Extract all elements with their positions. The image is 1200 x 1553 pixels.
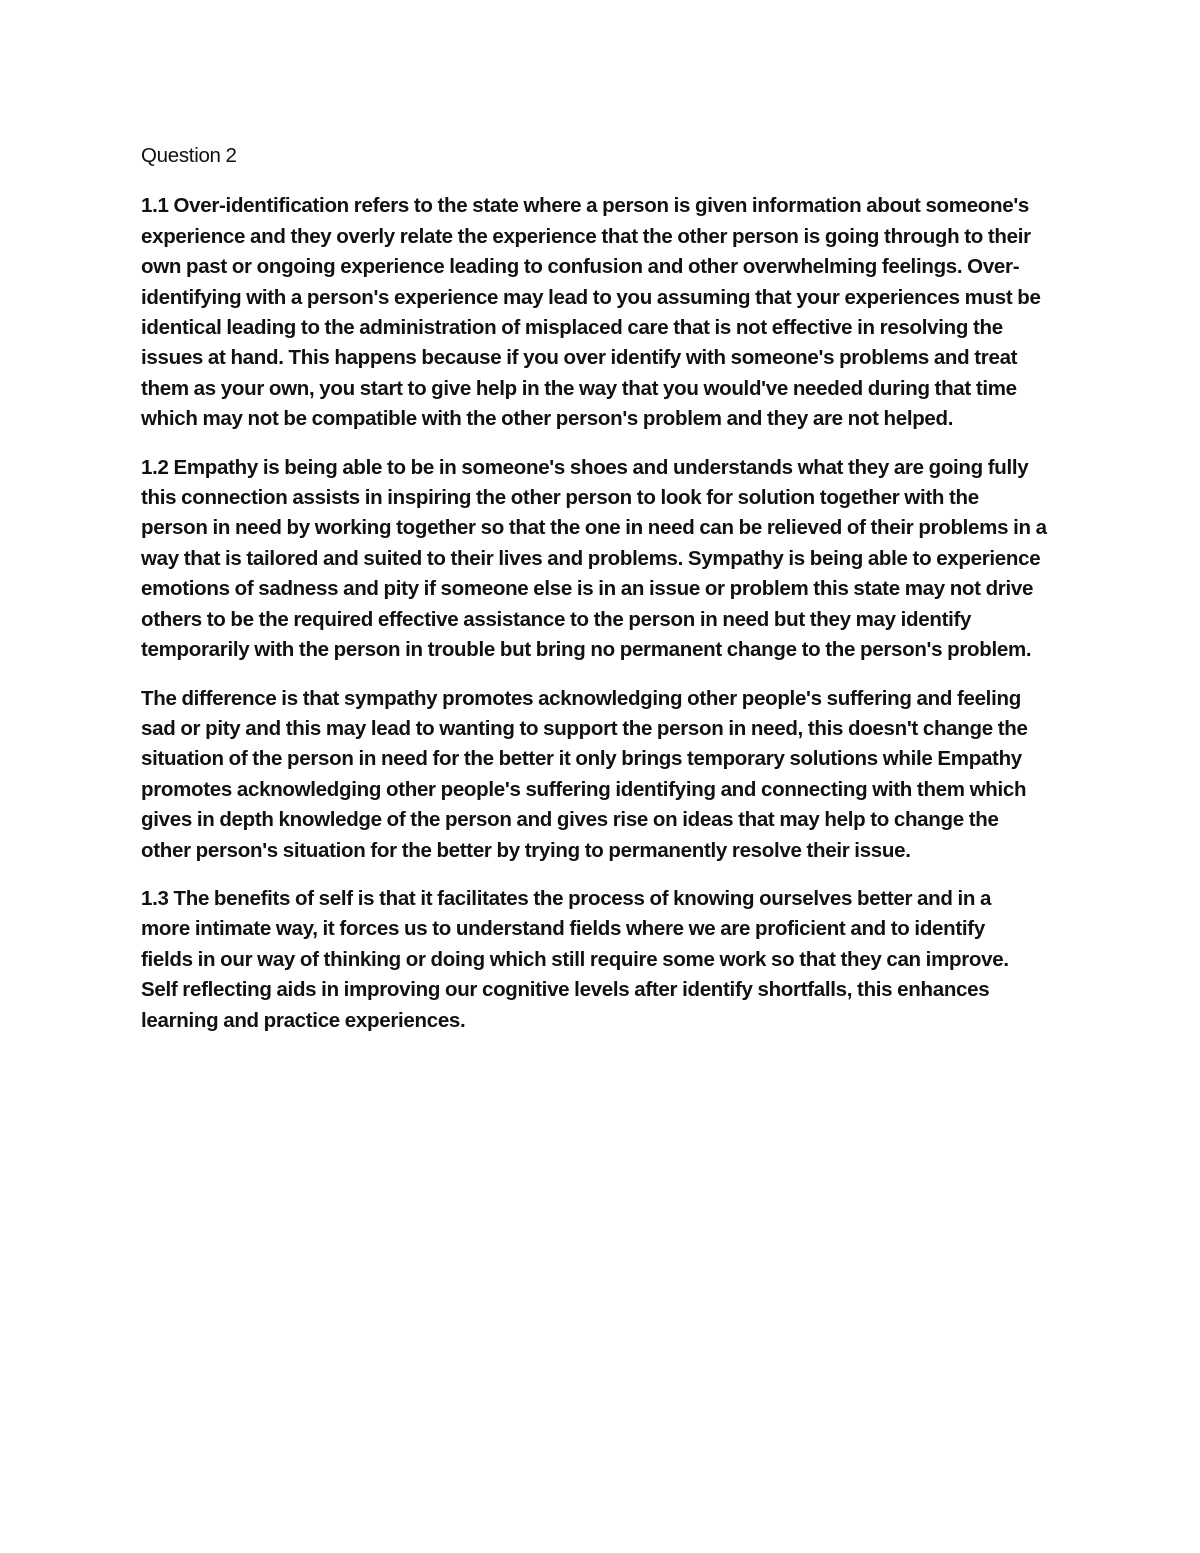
text-line: others to be the required effective assistance to the person in need but they may identify bbox=[141, 607, 972, 631]
document-body bbox=[141, 141, 1066, 1054]
text-line: 1.2 Empathy is being able to be in someone's shoes and understands what they are going fully bbox=[141, 455, 1029, 479]
text-line: fields in our way of thinking or doing which still require some work so that they can improve. bbox=[141, 947, 1009, 971]
text-line: Self reflecting aids in improving our cognitive levels after identify shortfalls, this enhances bbox=[141, 978, 990, 1002]
text-line: experience and they overly relate the experience that the other person is going through to their bbox=[141, 224, 1031, 248]
paragraph-difference bbox=[141, 684, 1066, 866]
text-line: 1.1 Over-identification refers to the state where a person is given information about someone's bbox=[141, 194, 1030, 218]
paragraph-1-3-self-reflection bbox=[141, 884, 1066, 1036]
page-title: Question 2 bbox=[141, 144, 237, 167]
paragraph-1-1-over-identification bbox=[141, 191, 1066, 434]
text-line: 1.3 The benefits of self is that it facilitates the process of knowing ourselves better and in a bbox=[141, 886, 992, 910]
text-line: other person's situation for the better by trying to permanently resolve their issue. bbox=[141, 838, 911, 862]
text-line: sad or pity and this may lead to wanting to support the person in need, this doesn't change the bbox=[141, 716, 1028, 740]
text-line: which may not be compatible with the other person's problem and they are not helped. bbox=[141, 407, 954, 431]
text-line: identifying with a person's experience may lead to you assuming that your experiences must be bbox=[141, 285, 1041, 309]
text-line: own past or ongoing experience leading to confusion and other overwhelming feelings. Over- bbox=[141, 255, 1020, 279]
text-line: identical leading to the administration of misplaced care that is not effective in resolving the bbox=[141, 316, 1003, 340]
text-line: promotes acknowledging other people's suffering identifying and connecting with them which bbox=[141, 777, 1027, 801]
text-line: The difference is that sympathy promotes acknowledging other people's suffering and feeling bbox=[141, 686, 1021, 710]
text-line: learning and practice experiences. bbox=[141, 1008, 466, 1032]
text-line: gives in depth knowledge of the person and gives rise on ideas that may help to change the bbox=[141, 808, 999, 832]
text-line: more intimate way, it forces us to understand fields where we are proficient and to identify bbox=[141, 917, 985, 941]
text-line: temporarily with the person in trouble but bring no permanent change to the person's problem. bbox=[141, 638, 1032, 662]
paragraph-1-2-empathy-sympathy bbox=[141, 453, 1066, 666]
text-line: person in need by working together so that the one in need can be relieved of their problems in a bbox=[141, 516, 1047, 540]
text-line: issues at hand. This happens because if you over identify with someone's problems and treat bbox=[141, 346, 1018, 370]
text-line: emotions of sadness and pity if someone else is in an issue or problem this state may not drive bbox=[141, 577, 1034, 601]
text-line: this connection assists in inspiring the other person to look for solution together with the bbox=[141, 486, 979, 510]
text-line: them as your own, you start to give help in the way that you would've needed during that time bbox=[141, 376, 1017, 400]
text-line: way that is tailored and suited to their lives and problems. Sympathy is being able to experience bbox=[141, 546, 1041, 570]
text-line: situation of the person in need for the better it only brings temporary solutions while Empathy bbox=[141, 747, 1022, 771]
